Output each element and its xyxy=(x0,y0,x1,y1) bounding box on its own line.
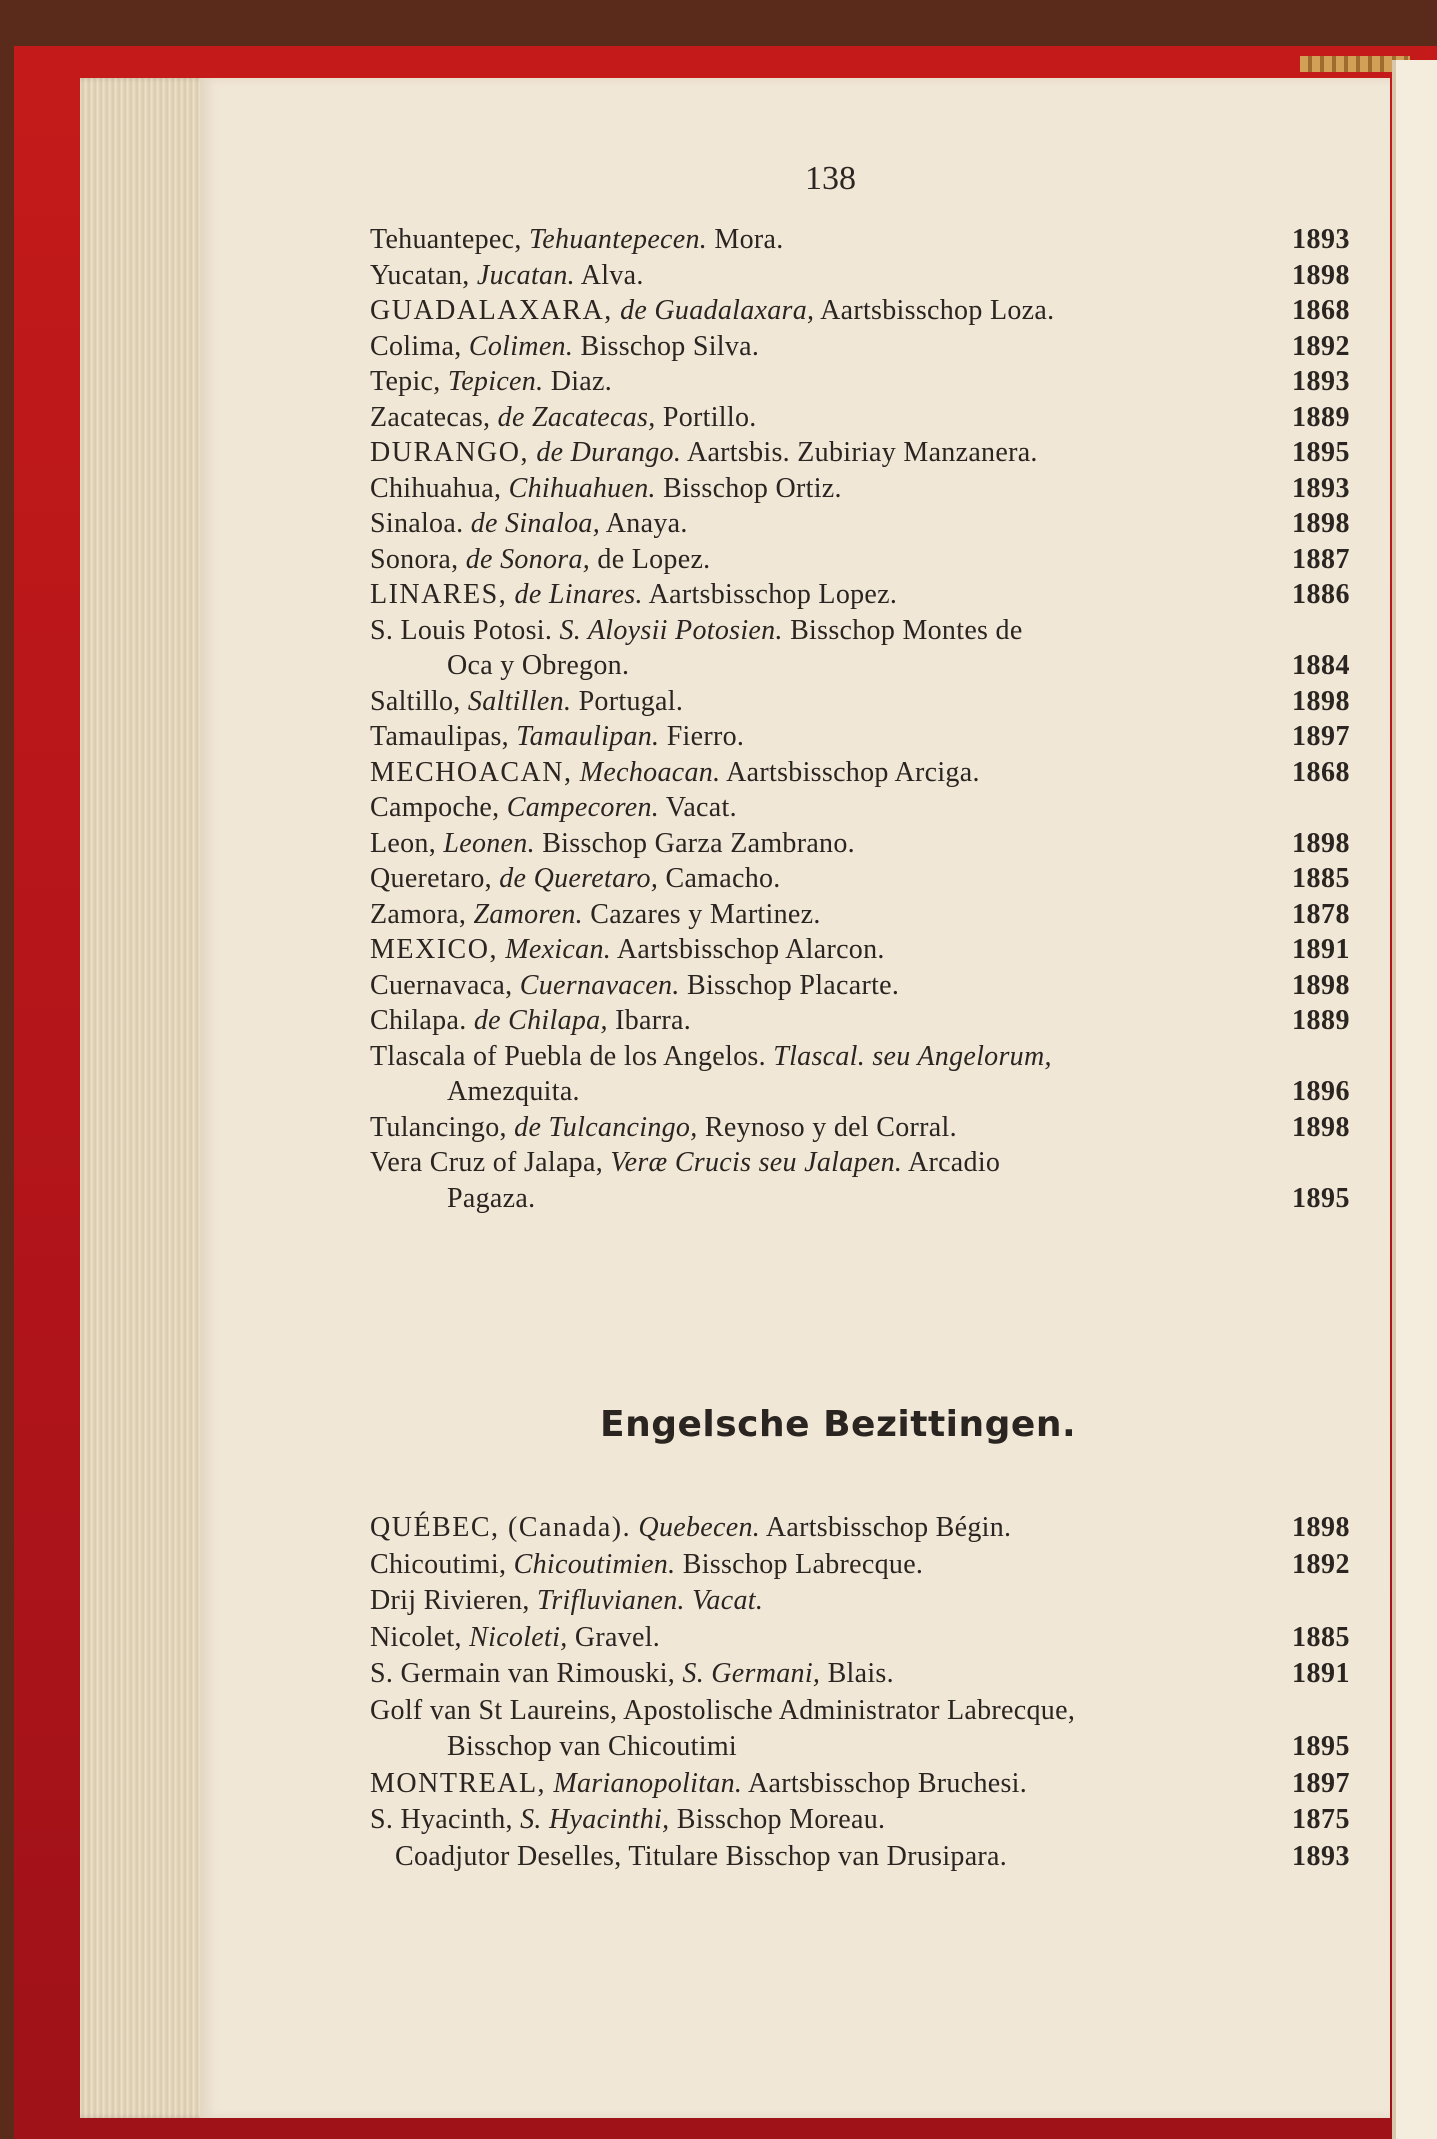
diocese-entry xyxy=(370,790,1370,826)
diocese-name: GUADALAXARA, xyxy=(370,295,613,326)
diocese-name: Campoche, xyxy=(370,792,500,823)
latin-name: Quebecen. xyxy=(638,1512,761,1543)
diocese-name: Golf van St Laureins, xyxy=(370,1694,618,1726)
latin-name: Colimen. xyxy=(468,330,574,362)
year: 1898 xyxy=(1292,508,1350,539)
bishop-info: Titulare Bisschop van Drusipara. xyxy=(628,1840,1008,1872)
latin-name: Tlascal. seu Angelorum, xyxy=(773,1040,1052,1072)
year: 1897 xyxy=(1292,721,1350,752)
entry-line xyxy=(370,293,1370,329)
entry-line xyxy=(370,790,1370,826)
bishop-info: de Lopez. xyxy=(597,543,711,575)
entry-line xyxy=(370,329,1370,365)
entry-line xyxy=(370,1145,1370,1181)
entry-line xyxy=(370,1766,1370,1803)
year: 1886 xyxy=(1292,579,1350,610)
diocese-name: Chihuahua, xyxy=(370,472,502,504)
diocese-entry xyxy=(370,1839,1370,1876)
year: 1895 xyxy=(1292,1182,1350,1214)
entry-line xyxy=(370,968,1370,1004)
year: 1889 xyxy=(1292,1005,1350,1036)
diocese-entry xyxy=(370,1583,1370,1620)
latin-name: Tepicen. xyxy=(447,366,544,397)
diocese-name: Zamora, xyxy=(370,898,467,930)
continuation-text: Oca y Obregon. xyxy=(447,650,630,681)
latin-name: Marianopolitan. xyxy=(553,1767,743,1799)
bishop-info: Aartsbisschop Bégin. xyxy=(765,1512,1012,1543)
diocese-entry xyxy=(370,755,1370,791)
diocese-entry xyxy=(370,861,1370,897)
section-title: Engelsche Bezittingen. xyxy=(600,1404,1077,1445)
entry-line xyxy=(370,1110,1370,1146)
latin-name: Saltillen. xyxy=(467,685,572,717)
bishop-info: Bisschop Placarte. xyxy=(686,969,900,1001)
diocese-entry xyxy=(370,932,1370,968)
continuation-text: Pagaza. xyxy=(447,1182,536,1214)
year: 1898 xyxy=(1292,1111,1350,1143)
continuation-text: Bisschop van Chicoutimi xyxy=(447,1731,738,1762)
diocese-entry xyxy=(370,293,1370,329)
entry-continuation xyxy=(370,1181,1370,1217)
year: 1893 xyxy=(1292,366,1350,397)
entry-line xyxy=(370,684,1370,720)
diocese-entry xyxy=(370,506,1370,542)
year: 1898 xyxy=(1292,259,1350,291)
entry-continuation xyxy=(370,1729,1370,1766)
entry-line xyxy=(370,1039,1370,1075)
latin-name: de Chilapa, xyxy=(473,1005,608,1036)
entry-line xyxy=(370,719,1370,755)
diocese-entry xyxy=(370,1110,1370,1146)
year: 1889 xyxy=(1292,401,1350,433)
bishop-info: Aartsbisschop Alarcon. xyxy=(616,934,885,965)
diocese-name: Chicoutimi, xyxy=(370,1548,507,1580)
latin-name: Leonen. xyxy=(443,827,535,859)
latin-name: Veræ Crucis seu Jalapen. xyxy=(610,1147,903,1178)
diocese-name: Sonora, xyxy=(370,543,459,575)
year: 1897 xyxy=(1292,1767,1350,1799)
year: 1893 xyxy=(1292,1840,1350,1872)
diocese-entry xyxy=(370,577,1370,613)
latin-name: de Queretaro, xyxy=(499,863,659,894)
bishop-info: Bisschop Moreau. xyxy=(676,1804,886,1835)
bishop-info: Alva. xyxy=(580,259,644,291)
year: 1868 xyxy=(1292,295,1350,326)
diocese-entry xyxy=(370,1802,1370,1839)
bishop-info: Apostolische Administrator Labrecque, xyxy=(623,1694,1076,1726)
entry-line xyxy=(370,861,1370,897)
diocese-entry xyxy=(370,684,1370,720)
year: 1868 xyxy=(1292,756,1350,788)
entry-line xyxy=(370,1839,1370,1876)
bishop-info: Reynoso y del Corral. xyxy=(704,1111,957,1143)
diocese-entry xyxy=(370,613,1370,684)
year: 1892 xyxy=(1292,330,1350,362)
bishop-info: Gravel. xyxy=(574,1621,661,1653)
latin-name: de Durango. xyxy=(536,437,682,468)
diocese-name: S. Louis Potosi. xyxy=(370,614,553,646)
diocese-name: Drij Rivieren, xyxy=(370,1585,530,1616)
entry-line xyxy=(370,1003,1370,1039)
entry-line xyxy=(370,1693,1370,1730)
diocese-name: Tamaulipas, xyxy=(370,721,509,752)
latin-name: de Linares. xyxy=(514,579,643,610)
entry-line xyxy=(370,542,1370,578)
year: 1885 xyxy=(1292,863,1350,894)
entry-continuation xyxy=(370,1074,1370,1110)
year: 1885 xyxy=(1292,1621,1350,1653)
bishop-info: Ibarra. xyxy=(615,1005,692,1036)
diocese-name: Vera Cruz of Jalapa, xyxy=(370,1147,604,1178)
entry-line xyxy=(370,577,1370,613)
year: 1891 xyxy=(1292,934,1350,965)
latin-name: Campecoren. xyxy=(506,792,660,823)
year: 1893 xyxy=(1292,472,1350,504)
diocese-name: Tlascala of Puebla de los Angelos. xyxy=(370,1040,766,1072)
diocese-entry xyxy=(370,719,1370,755)
diocese-name: MECHOACAN, xyxy=(370,756,573,788)
latin-name: Chihuahuen. xyxy=(508,472,656,504)
bishop-info: Aartsbis. Zubiriay Manzanera. xyxy=(686,437,1038,468)
latin-name: Nicoleti, xyxy=(469,1621,568,1653)
diocese-entry xyxy=(370,258,1370,294)
entry-line xyxy=(370,1620,1370,1657)
bishop-info: Blais. xyxy=(827,1658,894,1689)
entry-line xyxy=(370,1510,1370,1547)
bishop-info: Aartsbisschop Lopez. xyxy=(648,579,898,610)
latin-name: de Tulcancingo, xyxy=(514,1111,698,1143)
entry-line xyxy=(370,1547,1370,1584)
latin-name: Mechoacan. xyxy=(579,756,721,788)
diocese-entry xyxy=(370,826,1370,862)
latin-name: Mexican. xyxy=(505,934,612,965)
bishop-info: Cazares y Martinez. xyxy=(590,898,821,930)
diocese-entry xyxy=(370,1145,1370,1216)
year: 1898 xyxy=(1292,969,1350,1001)
latin-name: de Guadalaxara, xyxy=(620,295,815,326)
diocese-name: S. Hyacinth, xyxy=(370,1804,513,1835)
diocese-name: MEXICO, xyxy=(370,934,498,965)
diocese-name: Zacatecas, xyxy=(370,401,491,433)
diocese-entry xyxy=(370,968,1370,1004)
bishop-info: Bisschop Ortiz. xyxy=(663,472,842,504)
latin-name: de Sinaloa, xyxy=(470,508,600,539)
diocese-name: Coadjutor Deselles, xyxy=(395,1840,622,1872)
year: 1892 xyxy=(1292,1548,1350,1580)
entry-line xyxy=(370,1802,1370,1839)
bishop-info: Arcadio xyxy=(907,1147,1001,1178)
year: 1895 xyxy=(1292,437,1350,468)
diocese-entry xyxy=(370,1039,1370,1110)
latin-name: Chicoutimien. xyxy=(513,1548,676,1580)
diocese-entry xyxy=(370,471,1370,507)
year: 1887 xyxy=(1292,543,1350,575)
latin-name: Jucatan. xyxy=(476,259,575,291)
bishop-info: Bisschop Montes de xyxy=(790,614,1023,646)
diocese-name: Saltillo, xyxy=(370,685,461,717)
entry-line xyxy=(370,932,1370,968)
entry-line xyxy=(370,400,1370,436)
latin-name: Zamoren. xyxy=(473,898,583,930)
diocese-name: Tehuantepec, xyxy=(370,224,522,255)
diocese-entry xyxy=(370,1510,1370,1547)
continuation-text: Amezquita. xyxy=(447,1076,580,1107)
diocese-name: Queretaro, xyxy=(370,863,492,894)
year: 1893 xyxy=(1292,224,1350,255)
diocese-entry xyxy=(370,329,1370,365)
entry-line xyxy=(370,1583,1370,1620)
bishop-info: Camacho. xyxy=(665,863,781,894)
entry-line xyxy=(370,471,1370,507)
bishop-info: Mora. xyxy=(714,224,784,255)
diocese-name: Cuernavaca, xyxy=(370,969,513,1001)
entry-line xyxy=(370,755,1370,791)
year: 1891 xyxy=(1292,1658,1350,1689)
latin-name: Tamaulipan. xyxy=(516,721,660,752)
bishop-info: Anaya. xyxy=(605,508,688,539)
latin-name: de Sonora, xyxy=(465,543,591,575)
bishop-info: Aartsbisschop Arciga. xyxy=(726,756,980,788)
diocese-name: LINARES, xyxy=(370,579,508,610)
diocese-entry xyxy=(370,542,1370,578)
latin-name: S. Aloysii Potosien. xyxy=(559,614,783,646)
entry-line xyxy=(370,897,1370,933)
diocese-name: QUÉBEC, (Canada). xyxy=(370,1512,632,1543)
mexico-diocese-list xyxy=(370,222,1370,1216)
bishop-info: Portillo. xyxy=(662,401,757,433)
year: 1898 xyxy=(1292,827,1350,859)
diocese-entry xyxy=(370,1003,1370,1039)
entry-line xyxy=(370,506,1370,542)
entry-line xyxy=(370,613,1370,649)
diocese-name: Tepic, xyxy=(370,366,441,397)
latin-name: Cuernavacen. xyxy=(519,969,680,1001)
entry-continuation xyxy=(370,648,1370,684)
diocese-entry xyxy=(370,1656,1370,1693)
latin-name: Tehuantepecen. xyxy=(528,224,708,255)
year: 1896 xyxy=(1292,1076,1350,1107)
year: 1895 xyxy=(1292,1731,1350,1762)
diocese-entry xyxy=(370,1693,1370,1766)
year: 1875 xyxy=(1292,1804,1350,1835)
bishop-info: Bisschop Labrecque. xyxy=(682,1548,924,1580)
page-number: 138 xyxy=(805,160,856,197)
bishop-info: Bisschop Silva. xyxy=(580,330,760,362)
page-edges xyxy=(80,78,210,2118)
diocese-name: Chilapa. xyxy=(370,1005,467,1036)
latin-name: de Zacatecas, xyxy=(497,401,656,433)
diocese-entry xyxy=(370,1620,1370,1657)
year: 1898 xyxy=(1292,1512,1350,1543)
entry-line xyxy=(370,222,1370,258)
bishop-info: Vacat. xyxy=(665,792,737,823)
diocese-entry xyxy=(370,400,1370,436)
diocese-name: Leon, xyxy=(370,827,437,859)
diocese-name: Nicolet, xyxy=(370,1621,462,1653)
entry-line xyxy=(370,1656,1370,1693)
diocese-name: S. Germain van Rimouski, xyxy=(370,1658,676,1689)
diocese-name: Sinaloa. xyxy=(370,508,464,539)
diocese-name: DURANGO, xyxy=(370,437,529,468)
latin-name: S. Hyacinthi, xyxy=(520,1804,670,1835)
entry-line xyxy=(370,364,1370,400)
diocese-name: Colima, xyxy=(370,330,462,362)
bishop-info: Diaz. xyxy=(550,366,613,397)
diocese-entry xyxy=(370,364,1370,400)
diocese-name: MONTREAL, xyxy=(370,1767,547,1799)
year: 1898 xyxy=(1292,685,1350,717)
bishop-info: Fierro. xyxy=(666,721,745,752)
bishop-info: Portugal. xyxy=(578,685,684,717)
year: 1878 xyxy=(1292,898,1350,930)
bishop-info: Aartsbisschop Loza. xyxy=(820,295,1055,326)
diocese-entry xyxy=(370,435,1370,471)
entry-line xyxy=(370,258,1370,294)
diocese-entry xyxy=(370,1766,1370,1803)
english-diocese-list xyxy=(370,1510,1370,1875)
latin-name: Trifluvianen. Vacat. xyxy=(537,1585,764,1616)
bishop-info: Bisschop Garza Zambrano. xyxy=(542,827,855,859)
bishop-info: Aartsbisschop Bruchesi. xyxy=(747,1767,1028,1799)
diocese-name: Yucatan, xyxy=(370,259,470,291)
diocese-entry xyxy=(370,1547,1370,1584)
diocese-name: Tulancingo, xyxy=(370,1111,507,1143)
latin-name: S. Germani, xyxy=(682,1658,821,1689)
year: 1884 xyxy=(1292,650,1350,681)
facing-page-edge xyxy=(1392,60,1437,2139)
diocese-entry xyxy=(370,222,1370,258)
entry-line xyxy=(370,435,1370,471)
diocese-entry xyxy=(370,897,1370,933)
entry-line xyxy=(370,826,1370,862)
